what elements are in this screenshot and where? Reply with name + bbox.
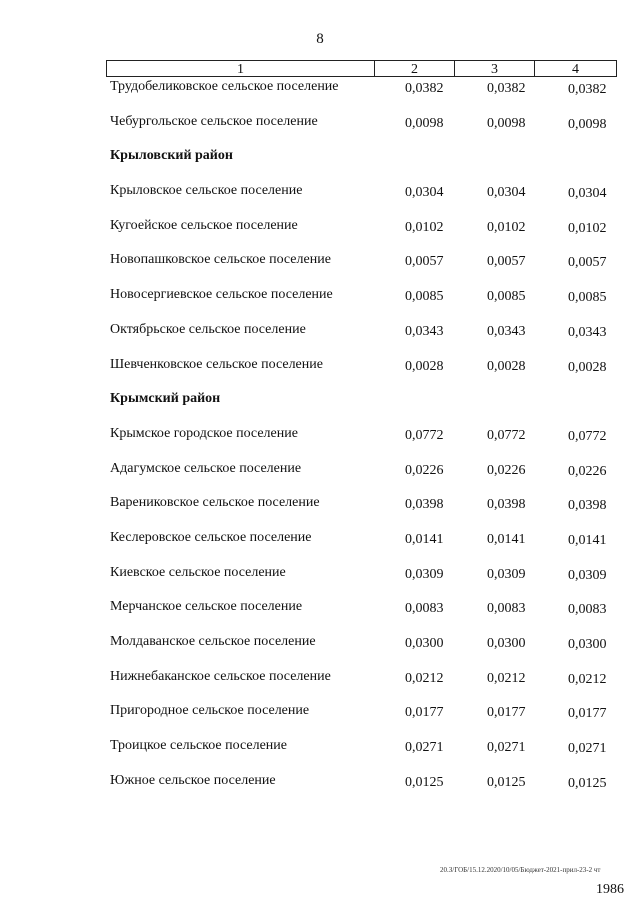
- value-col-4: 0,0125: [568, 775, 607, 791]
- value-col-3: 0,0085: [487, 289, 526, 305]
- value-col-3: 0,0271: [487, 740, 526, 756]
- value-col-2: 0,0226: [405, 462, 444, 478]
- value-col-3: 0,0212: [487, 670, 526, 686]
- value-col-4: 0,0398: [568, 498, 607, 514]
- value-col-2: 0,0057: [405, 254, 444, 270]
- settlement-name: Мерчанское сельское поселение: [110, 599, 303, 615]
- settlement-name: Новопашковское сельское поселение: [110, 252, 331, 268]
- folio-number: 1986: [596, 882, 624, 897]
- settlement-name: Октябрьское сельское поселение: [110, 321, 306, 337]
- header-col-4: 4: [572, 62, 579, 77]
- district-name: Крымский район: [110, 391, 221, 407]
- value-col-4: 0,0098: [568, 116, 607, 132]
- table-row: [0, 357, 640, 392]
- value-col-4: 0,0271: [568, 741, 607, 757]
- settlement-name: Кеслеровское сельское поселение: [110, 529, 312, 545]
- value-col-2: 0,0343: [405, 323, 444, 339]
- value-col-4: 0,0085: [568, 290, 607, 306]
- value-col-3: 0,0102: [487, 219, 526, 235]
- table-row: [0, 495, 640, 530]
- header-col-2: 2: [375, 61, 455, 76]
- value-col-2: 0,0304: [405, 185, 444, 201]
- value-col-3: 0,0772: [487, 427, 526, 443]
- value-col-4: 0,0304: [568, 186, 607, 202]
- value-col-3: 0,0382: [487, 81, 526, 96]
- table-row: [0, 287, 640, 322]
- value-col-3: 0,0141: [487, 531, 526, 547]
- settlement-name: Крыловское сельское поселение: [110, 183, 303, 199]
- value-col-3: 0,0300: [487, 636, 526, 651]
- settlement-name: Кугоейское сельское поселение: [110, 217, 298, 233]
- value-col-3: 0,0028: [487, 358, 526, 374]
- settlement-name: Варениковское сельское поселение: [110, 495, 320, 511]
- table-row: [0, 703, 640, 738]
- value-col-4: 0,0083: [568, 602, 607, 618]
- district-heading-row: [0, 148, 640, 183]
- settlement-name: Шевченковское сельское поселение: [110, 356, 323, 372]
- table-row: [0, 183, 640, 218]
- value-col-3: 0,0057: [487, 254, 526, 270]
- district-heading-row: [0, 391, 640, 426]
- value-col-2: 0,0309: [405, 566, 444, 582]
- table-row: [0, 79, 640, 114]
- value-col-4: 0,0309: [568, 567, 607, 583]
- settlement-name: Пригородное сельское поселение: [110, 703, 310, 719]
- value-col-2: 0,0028: [405, 358, 444, 374]
- settlement-name: Нижнебаканское сельское поселение: [110, 668, 331, 684]
- header-col-1: 1: [107, 61, 375, 76]
- value-col-4: 0,0343: [568, 324, 607, 340]
- table-header: [106, 60, 617, 77]
- value-col-3: 0,0309: [487, 566, 526, 582]
- value-col-3: 0,0177: [487, 705, 526, 721]
- value-col-3: 0,0398: [487, 497, 526, 513]
- table-row: [0, 322, 640, 357]
- value-col-2: 0,0102: [405, 219, 444, 235]
- value-col-4: 0,0177: [568, 706, 607, 722]
- table-row: [0, 565, 640, 600]
- value-col-2: 0,0098: [405, 115, 444, 131]
- table-row: [0, 218, 640, 253]
- district-name: Крыловский район: [110, 148, 233, 164]
- value-col-4: 0,0141: [568, 532, 607, 548]
- table-row: [0, 773, 640, 808]
- settlement-name: Адагумское сельское поселение: [110, 460, 302, 476]
- settlement-name: Троицкое сельское поселение: [110, 738, 287, 754]
- value-col-2: 0,0083: [405, 601, 444, 617]
- value-col-4: 0,0212: [568, 671, 607, 687]
- table-row: [0, 738, 640, 773]
- value-col-2: 0,0125: [405, 774, 444, 790]
- value-col-2: 0,0271: [405, 740, 444, 756]
- settlement-name: Крымское городское поселение: [110, 425, 298, 441]
- table-body: [0, 79, 640, 807]
- value-col-3: 0,0343: [487, 323, 526, 339]
- value-col-3: 0,0098: [487, 115, 526, 131]
- value-col-2: 0,0177: [405, 705, 444, 721]
- value-col-3: 0,0125: [487, 774, 526, 790]
- value-col-4: 0,0772: [568, 428, 607, 444]
- settlement-name: Новосергиевское сельское поселение: [110, 287, 333, 303]
- value-col-4: 0,0028: [568, 359, 607, 375]
- value-col-2: 0,0300: [405, 636, 444, 651]
- settlement-name: Киевское сельское поселение: [110, 564, 286, 580]
- value-col-4: 0,0382: [568, 82, 607, 97]
- value-col-2: 0,0382: [405, 81, 444, 96]
- table-row: [0, 634, 640, 669]
- table-row: [0, 530, 640, 565]
- value-col-2: 0,0085: [405, 289, 444, 305]
- value-col-3: 0,0083: [487, 601, 526, 617]
- settlement-name: Чебургольское сельское поселение: [110, 113, 318, 129]
- value-col-2: 0,0398: [405, 497, 444, 513]
- value-col-3: 0,0304: [487, 185, 526, 201]
- value-col-2: 0,0212: [405, 670, 444, 686]
- settlement-name: Южное сельское поселение: [110, 772, 276, 788]
- document-code: 20.З/ГОБ/15.12.2020/10/05/Бюджет-2021-прил-23-2 чт: [440, 866, 601, 874]
- value-col-2: 0,0141: [405, 531, 444, 547]
- header-col-3: 3: [455, 61, 535, 76]
- table-row: [0, 114, 640, 149]
- table-row: [0, 669, 640, 704]
- page-number: 8: [316, 31, 324, 47]
- value-col-4: 0,0102: [568, 220, 607, 236]
- value-col-4: 0,0057: [568, 255, 607, 271]
- value-col-4: 0,0226: [568, 463, 607, 479]
- table-row: [0, 599, 640, 634]
- table-row: [0, 461, 640, 496]
- settlement-name: Трудобеликовское сельское поселение: [110, 79, 339, 94]
- table-row: [0, 252, 640, 287]
- table-row: [0, 426, 640, 461]
- value-col-3: 0,0226: [487, 462, 526, 478]
- settlement-name: Молдаванское сельское поселение: [110, 634, 316, 649]
- value-col-2: 0,0772: [405, 427, 444, 443]
- value-col-4: 0,0300: [568, 637, 607, 652]
